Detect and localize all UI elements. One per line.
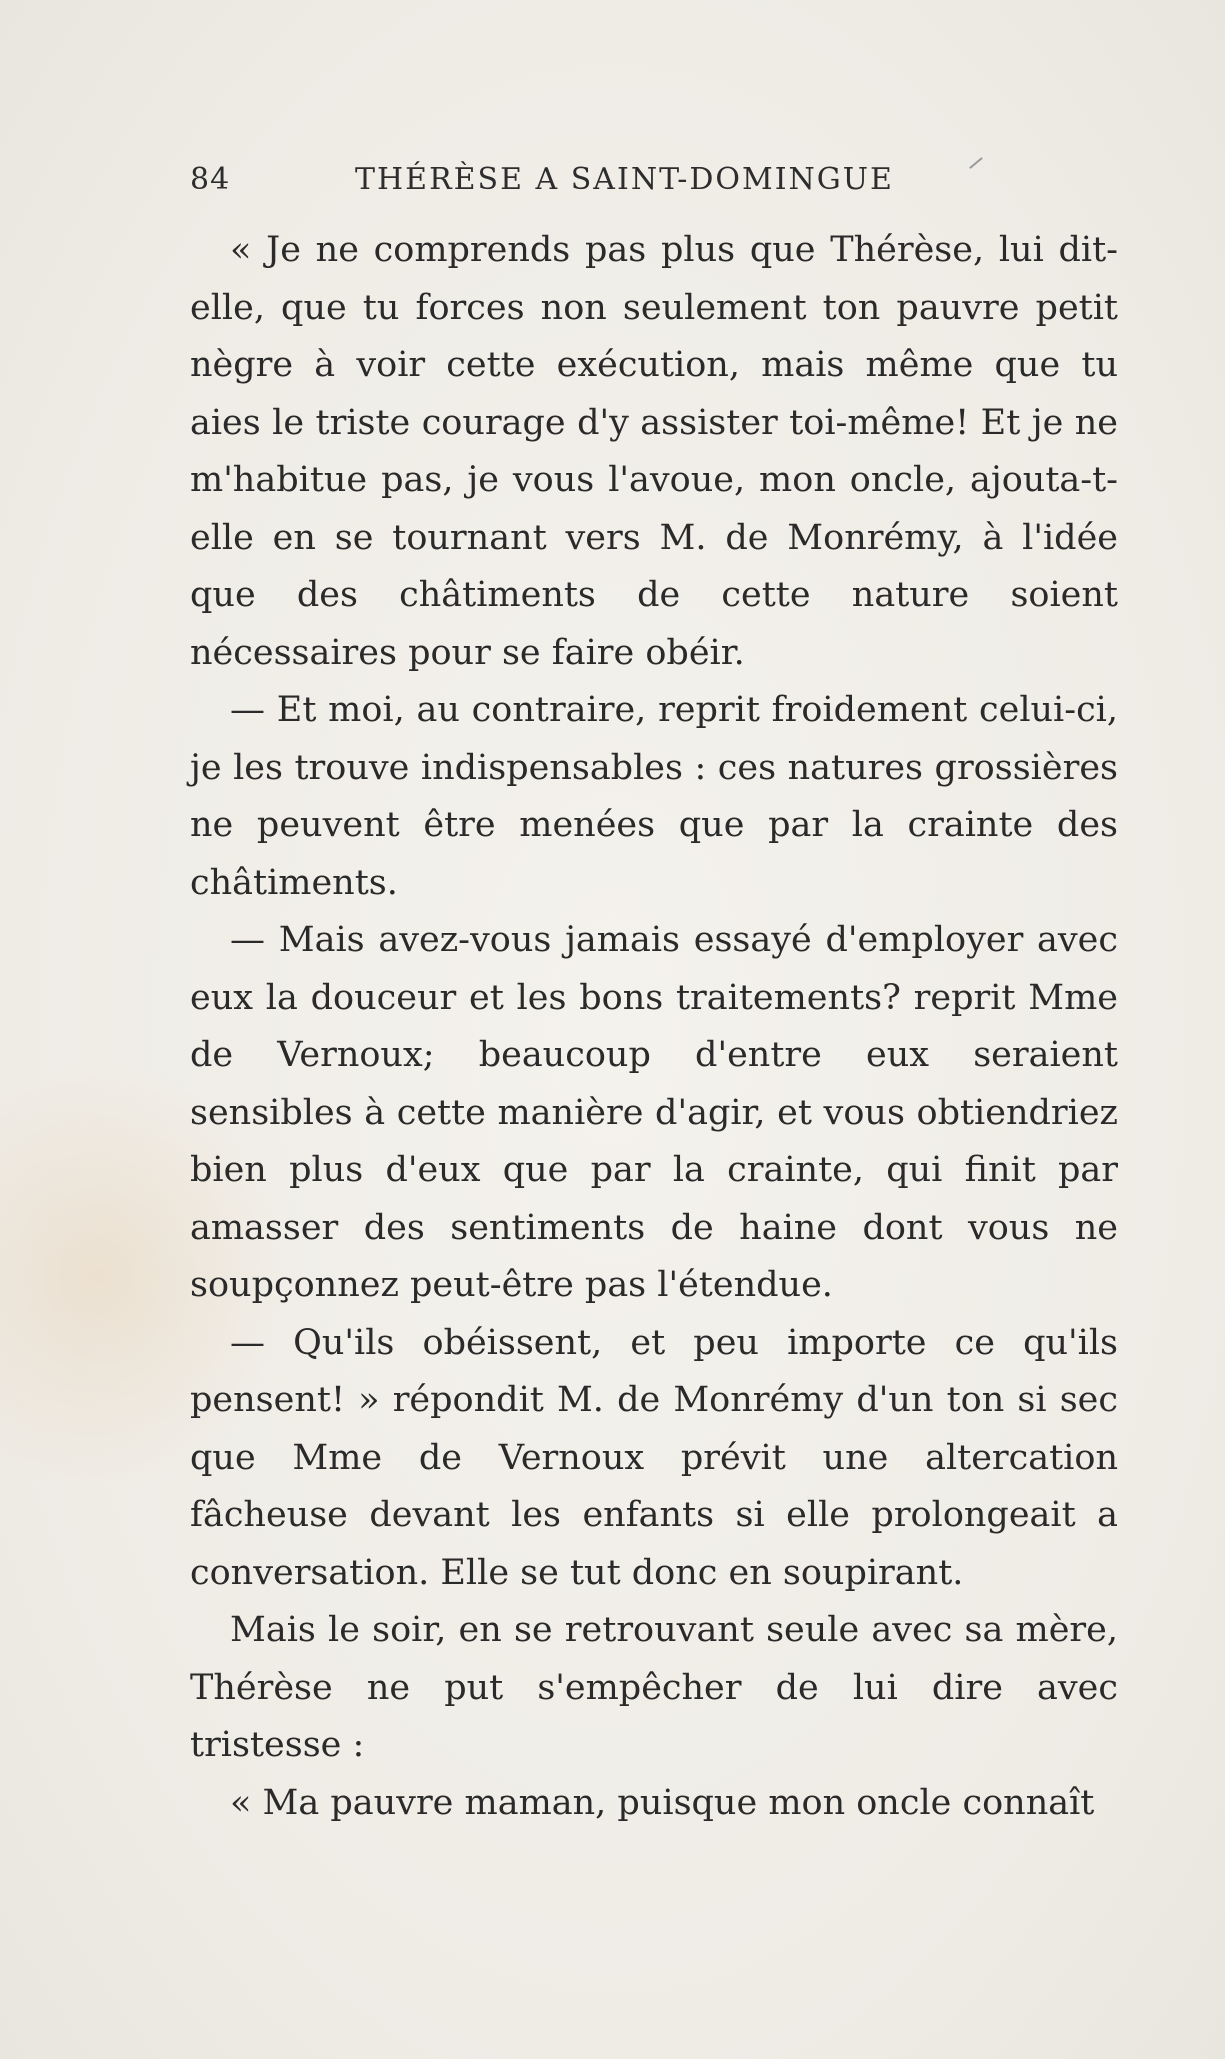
pencil-mark	[969, 157, 983, 169]
paragraph-1: « Je ne comprends pas plus que Thérèse, lui dit-elle, que tu forces non seulement ton pauvre petit nègre à voir cette exécution, mais même que tu aies le triste courage d'y assister toi-même! Et je ne m'habitue pas, je vous l'avoue, mon oncle, ajouta-t-elle en se tournant vers M. de Monrémy, à l'idée que des châtiments de cette nature soient nécessaires pour se faire obéir.	[190, 230, 1118, 673]
running-title: THÉRÈSE A SAINT-DOMINGUE	[355, 162, 894, 197]
paragraph-5: Mais le soir, en se retrouvant seule avec sa mère, Thérèse ne put s'empêcher de lui dire avec tristesse :	[190, 1610, 1118, 1765]
running-head	[190, 162, 910, 202]
paragraph-2: — Et moi, au contraire, reprit froidement celui-ci, je les trouve indispensables : ces natures grossières ne peuvent être menées que par la crainte des châtiments.	[190, 690, 1118, 903]
paragraph-3: — Mais avez-vous jamais essayé d'employer avec eux la douceur et les bons traitements? reprit Mme de Vernoux; beaucoup d'entre eux seraient sensibles à cette manière d'agir, et vous obtiendriez bien plus d'eux que par la crainte, qui finit par amasser des sentiments de haine dont vous ne soupçonnez peut-être pas l'étendue.	[190, 920, 1118, 1305]
body-text	[190, 222, 1118, 1832]
paragraph-4: — Qu'ils obéissent, et peu importe ce qu'ils pensent! » répondit M. de Monrémy d'un ton si sec que Mme de Vernoux prévit une altercation fâcheuse devant les enfants si elle prolongeait a conversation. Elle se tut donc en soupirant.	[190, 1322, 1118, 1593]
page-number: 84	[190, 162, 231, 197]
paragraph-6: « Ma pauvre maman, puisque mon oncle connaît	[230, 1782, 1095, 1823]
